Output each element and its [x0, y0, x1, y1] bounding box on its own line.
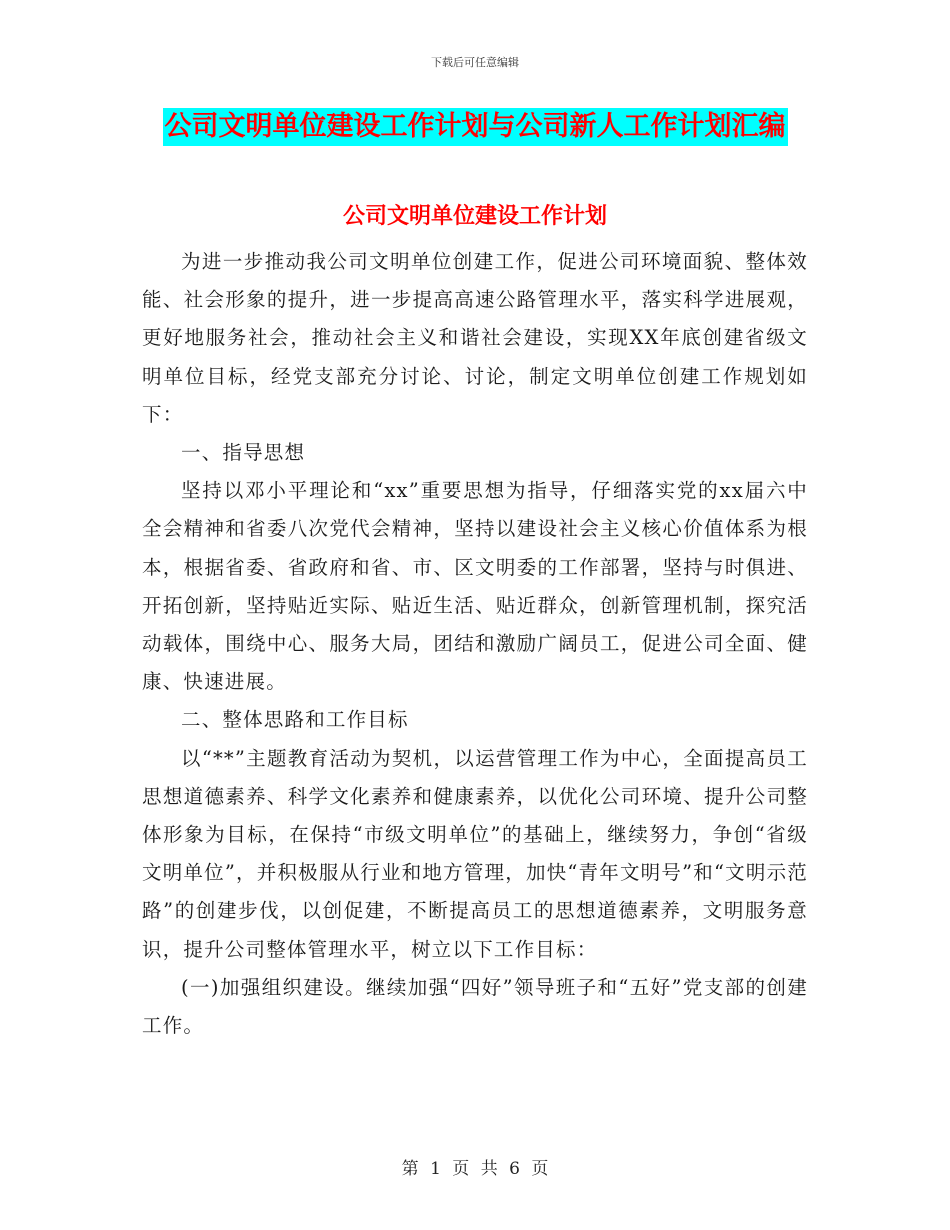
- paragraph-guiding-thought: 坚持以邓小平理论和“xx”重要思想为指导，仔细落实党的xx届六中全会精神和省委八次党代会精神，坚持以建设社会主义核心价值体系为根本，根据省委、省政府和省、市、区文明委的工作部署，坚持与时俱进、开拓创新，坚持贴近实际、贴近生活、贴近群众，创新管理机制，探究活动载体，围绕中心、服务大局，团结和激励广阔员工，促进公司全面、健康、快速进展。: [142, 479, 808, 694]
- section-heading-overall-approach: 二、整体思路和工作目标: [181, 708, 409, 732]
- document-body: [142, 243, 808, 1045]
- main-title-wrap: [0, 108, 950, 146]
- paragraph-overall-approach: 以“**”主题教育活动为契机，以运营管理工作为中心，全面提高员工思想道德素养、科学文化素养和健康素养，以优化公司环境、提升公司整体形象为目标，在保持“市级文明单位”的基础上，继续努力，争创“省级文明单位”，并积极服从行业和地方管理，加快“青年文明号”和“文明示范路”的创建步伐，以创促建，不断提高员工的思想道德素养，文明服务意识，提升公司整体管理水平，树立以下工作目标：: [142, 746, 808, 961]
- page-footer: 第 1 页 共 6 页: [401, 1159, 549, 1179]
- main-title: 公司文明单位建设工作计划与公司新人工作计划汇编: [163, 108, 788, 146]
- header-note: 下载后可任意编辑: [431, 56, 519, 69]
- sub-title: 公司文明单位建设工作计划: [342, 203, 607, 229]
- section-heading-guiding-thought: 一、指导思想: [181, 441, 306, 465]
- paragraph-intro: 为进一步推动我公司文明单位创建工作，促进公司环境面貌、整体效能、社会形象的提升，进一步提高高速公路管理水平，落实科学进展观，更好地服务社会，推动社会主义和谐社会建设，实现XX年底创建省级文明单位目标，经党支部充分讨论、讨论，制定文明单位创建工作规划如下：: [142, 250, 808, 426]
- paragraph-organization: (一)加强组织建设。继续加强“四好”领导班子和“五好”党支部的创建工作。: [142, 975, 808, 1038]
